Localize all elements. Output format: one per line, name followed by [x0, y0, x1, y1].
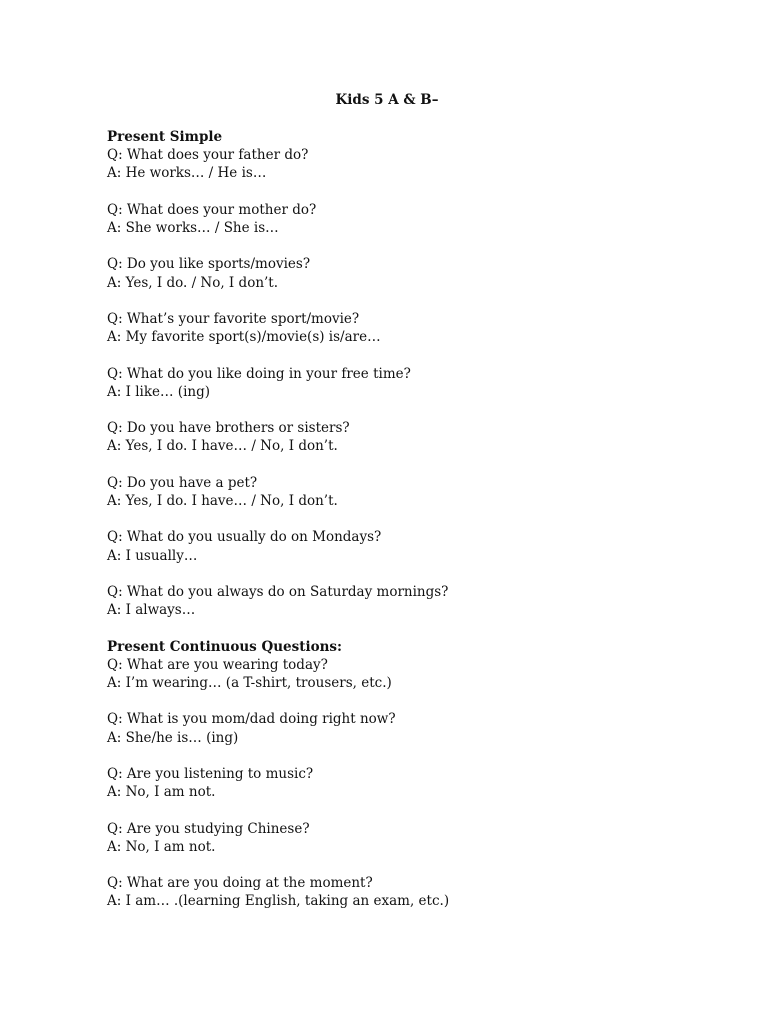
- answer-text: A: No, I am not.: [107, 784, 216, 801]
- question-text: Q: What’s your favorite sport/movie?: [107, 310, 360, 327]
- answer-text: A: No, I am not.: [107, 838, 216, 855]
- answer-text: A: My favorite sport(s)/movie(s) is/are…: [107, 329, 381, 346]
- qa-pair: [107, 820, 707, 856]
- question-text: Q: Do you like sports/movies?: [107, 256, 311, 273]
- qa-pair: [107, 656, 707, 692]
- document-title: Kids 5 A & B–: [335, 92, 439, 108]
- answer-text: A: Yes, I do. I have… / No, I don’t.: [107, 492, 338, 509]
- question-text: Q: What does your father do?: [107, 147, 309, 164]
- question-text: Q: Are you studying Chinese?: [107, 820, 310, 837]
- answer-text: A: I like… (ing): [107, 383, 210, 400]
- question-text: Q: What do you like doing in your free time?: [107, 365, 411, 382]
- question-text: Q: What do you usually do on Mondays?: [107, 529, 382, 546]
- answer-text: A: I always…: [107, 602, 196, 619]
- answer-text: A: I am… .(learning English, taking an exam, etc.): [107, 893, 450, 910]
- qa-pair: [107, 528, 707, 564]
- question-text: Q: Do you have a pet?: [107, 474, 258, 491]
- question-text: Q: What does your mother do?: [107, 201, 317, 218]
- document-content: [107, 128, 707, 911]
- question-text: Q: What are you doing at the moment?: [107, 875, 373, 892]
- question-text: Q: Do you have brothers or sisters?: [107, 420, 350, 437]
- qa-pair: [107, 583, 707, 619]
- answer-text: A: He works… / He is…: [107, 165, 267, 182]
- section-heading-present-simple: Present Simple: [107, 129, 223, 145]
- qa-pair: [107, 310, 707, 346]
- question-text: Q: What is you mom/dad doing right now?: [107, 711, 396, 728]
- answer-text: A: She works… / She is…: [107, 220, 279, 236]
- answer-text: A: I’m wearing… (a T-shirt, trousers, etc.): [107, 674, 392, 691]
- qa-pair: [107, 874, 707, 910]
- question-text: Q: What do you always do on Saturday mornings?: [107, 583, 449, 600]
- qa-pair: [107, 201, 707, 237]
- qa-pair: [107, 146, 707, 182]
- qa-pair: [107, 765, 707, 801]
- qa-pair: [107, 474, 707, 510]
- section-heading-present-continuous: Present Continuous Questions:: [107, 638, 343, 655]
- qa-pair: [107, 710, 707, 746]
- question-text: Q: What are you wearing today?: [107, 656, 328, 673]
- answer-text: A: She/he is… (ing): [107, 729, 239, 746]
- answer-text: A: Yes, I do. / No, I don’t.: [107, 274, 279, 291]
- qa-pair: [107, 365, 707, 401]
- answer-text: A: I usually…: [107, 547, 198, 564]
- qa-pair: [107, 419, 707, 455]
- question-text: Q: Are you listening to music?: [107, 765, 314, 782]
- answer-text: A: Yes, I do. I have… / No, I don’t.: [107, 438, 338, 455]
- qa-pair: [107, 255, 707, 291]
